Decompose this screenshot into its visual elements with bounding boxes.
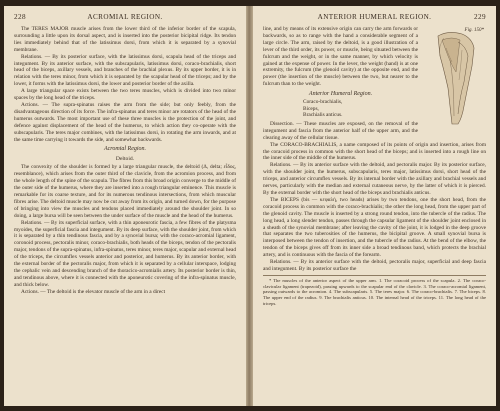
right-page-title: ANTERIOR HUMERAL REGION.	[317, 13, 432, 21]
left-page	[4, 6, 246, 406]
right-running-head	[263, 13, 486, 24]
right-body-text	[263, 142, 486, 273]
paragraph: The BICEPS (bis — κεφαλὴ, two heads) arises by two tendons, one the short head, from the coracoid process in common with the coraco-brachialis; the other the long head, from the upper part of the glenoid cavity. The muscle is inserted by a strong round tendon, into the tubercle of the radius. The long head, a long slender tendon, passes through the capsular ligament of the shoulder joint enclosed in a sheath of the synovial membrane; after leaving the cavity of the joint, it is lodged in the deep groove that separates the two tuberosities of the humerus, the bicipital groove. A small synovial bursa is interposed between the tendon of insertion, and the tubercle of the radius. At the bend of the elbow, the tendon of the biceps gives off from its inner side a broad tendinous band, which protects the brachial artery, and is continuous with the fascia of the forearm.	[263, 196, 486, 259]
paragraph: A large triangular space exists between the two teres muscles, which is divided into two minor spaces by the long head of the triceps.	[14, 88, 236, 102]
section-heading: Anterior Humeral Region.	[308, 91, 373, 98]
list-item: Coraco-brachialis,	[303, 99, 343, 106]
muscle-list	[263, 99, 418, 119]
paragraph: The TERES MAJOR muscle arises from the lower third of the inferior border of the scapula, surrounding a little upon its dorsal aspect, and is inserted into the posterior bicipital ridge. Its tendon lies immediately behind that of the latissimus dorsi, from which it is separated by a synovial membrane.	[14, 26, 236, 53]
left-page-title: ACROMIAL REGION.	[87, 13, 163, 21]
book-gutter	[246, 6, 253, 406]
paragraph: Actions. — The deltoid is the elevator muscle of the arm in a direct	[21, 288, 166, 295]
footnote	[263, 275, 486, 307]
paragraph: Relations. — By its anterior surface with the deltoid, and pectoralis major. By its posterior surface, with the shoulder joint, the humerus, subscapularis, teres major, latissimus dorsi, short head of the triceps, and anterior circumflex vessels. By its internal border with the axillary and brachial vessels and nerves, particularly with the median and external cutaneous nerve, by the latter of which it is pierced. By the external border with the short head of the biceps and brachialis anticus.	[263, 162, 486, 196]
paragraph: Relations. — By its superficial surface, with a thin aponeurotic fascia, a few fibres of the platysma myoides, the superficial fascia and integument. By its deep surface, with the shoulder joint, from which it is separated by a thin tendinous fascia, and by a synovial bursa; with the coraco-acromial ligament, coronoid process, pectoralis minor, coraco-brachialis, both heads of the biceps, tendon of the pectoralis major, tendons of the supra-spinatus, infra-spinatus, teres minor, teres major, scapular and external head of the triceps, the circumflex vessels anterior and posterior, and humerus. By its anterior border, with the external border of the pectoralis major, from which it is separated by a cellular interspace, lodging the cephalic vein and descending branch of the thoracico-acromialis artery. Its posterior border is thin, and tendinous above, where it is connected with the aponeurotic covering of the infra-spinatus muscle, and thick below.	[14, 219, 236, 288]
arm-muscles-drawing	[428, 26, 486, 128]
left-running-head	[14, 13, 236, 24]
section-heading: Acromial Region.	[103, 146, 147, 153]
paragraph: The CORACO-BRACHIALIS, a name composed of its points of origin and insertion, arises from the coracoid process in common with the short head of the biceps; and is inserted into a rough line on the inner side of the middle of the humerus.	[263, 141, 486, 162]
right-page	[253, 6, 496, 406]
footnote-text: * The muscles of the anterior aspect of the upper arm. 1. The coracoid process of the scapula. 2. The coraco-clavicular ligament (trapezoid), passing upwards to the scapular end of the clavicle. 3. The coraco-acromial ligament, passing outwards to the acromion. 4. The subscapularis. 5. The teres major. 6. The coraco-brachialis. 7. The biceps. 8. The upper end of the radius. 9. The brachialis anticus. 10. The internal head of the triceps. 11. The long head of the triceps.	[263, 277, 486, 306]
muscle-heading: Deltoid.	[115, 156, 135, 163]
paragraph: line, and by means of its extensive origin can carry the arm forwards or backwards, so as to range with the hand a considerable segment of a large circle. The arm, raised by the deltoid, is a good illustration of a lever of the third order, its power, or muscle, being situated between the fulcrum and the weight, or in the same manner, by which velocity is gained at the expense of power. In the lever, the weight (hand) is at one extremity, the fulcrum (the glenoid cavity) at the opposite end, and the power (the insertion of the muscle) between the two, but nearer to the fulcrum than to the weight.	[263, 26, 418, 88]
right-page-number: 229	[474, 13, 486, 21]
paragraph: The convexity of the shoulder is formed by a large triangular muscle, the deltoid (Δ, delta; εἶδος, resemblance), which arises from the outer third of the clavicle, from the acromion process, and from the whole length of the spine of the scapula. The fibres from this broad origin converge to the middle of the outer side of the humerus, where they are inserted into a rough triangular eminence. This muscle is remarkable for its coarse texture, and for its numerous tendinous intersections, from which muscular fibres arise. The deltoid muscle may now be cut away from its origin, and turned down, for the purpose of bringing into view the muscles and tendons placed immediately around the shoulder joint. In so doing, a large bursa will be seen between the under surface of the muscle and the head of the humerus.	[14, 164, 236, 219]
paragraph: Actions. — The supra-spinatus raises the arm from the side; but only feebly, from the disadvantageous direction of its force. The infra-spinatus and teres minor are rotators of the head of the humerus outwards. The most important use of these three muscles is the protection of the joint, and defence against displacement of the head of the humerus, to which action they co-operate with the subscapularis. The teres major combines, with the latissimus dorsi, in rotating the arm inwards, and at the same time carrying it towards the side, and somewhat backwards.	[14, 101, 236, 143]
figure-label: Fig. 150*	[464, 28, 484, 33]
left-page-number: 228	[14, 13, 26, 21]
paragraph: Dissection. — These muscles are exposed, on the removal of the integument and fascia from the anterior half of the upper arm, and the clearing away of the cellular tissue.	[263, 120, 418, 141]
right-top-text	[263, 26, 418, 142]
anatomical-illustration	[428, 26, 486, 128]
left-body-text	[14, 26, 236, 296]
list-item: Biceps,	[303, 105, 319, 112]
paragraph: Relations. — By its posterior surface, with the latissimus dorsi, scapula head of the triceps and integument. By its anterior surface, with the subscapularis, latissimus dorsi, coraco-brachialis, short head of the biceps, axillary vessels, and branches of the brachial plexus. By its upper border, it is in relation with the teres minor, from which it is separated by the scapular head of the triceps; and by the lower, it forms with the latissimus dorsi, the lower and posterior border of the axilla.	[14, 53, 236, 88]
list-item: Brachialis anticus.	[303, 112, 343, 119]
paragraph: Relations. — By its anterior surface with the deltoid, pectoralis major, superficial and deep fascia and integument. By its posterior surface the	[263, 259, 486, 272]
